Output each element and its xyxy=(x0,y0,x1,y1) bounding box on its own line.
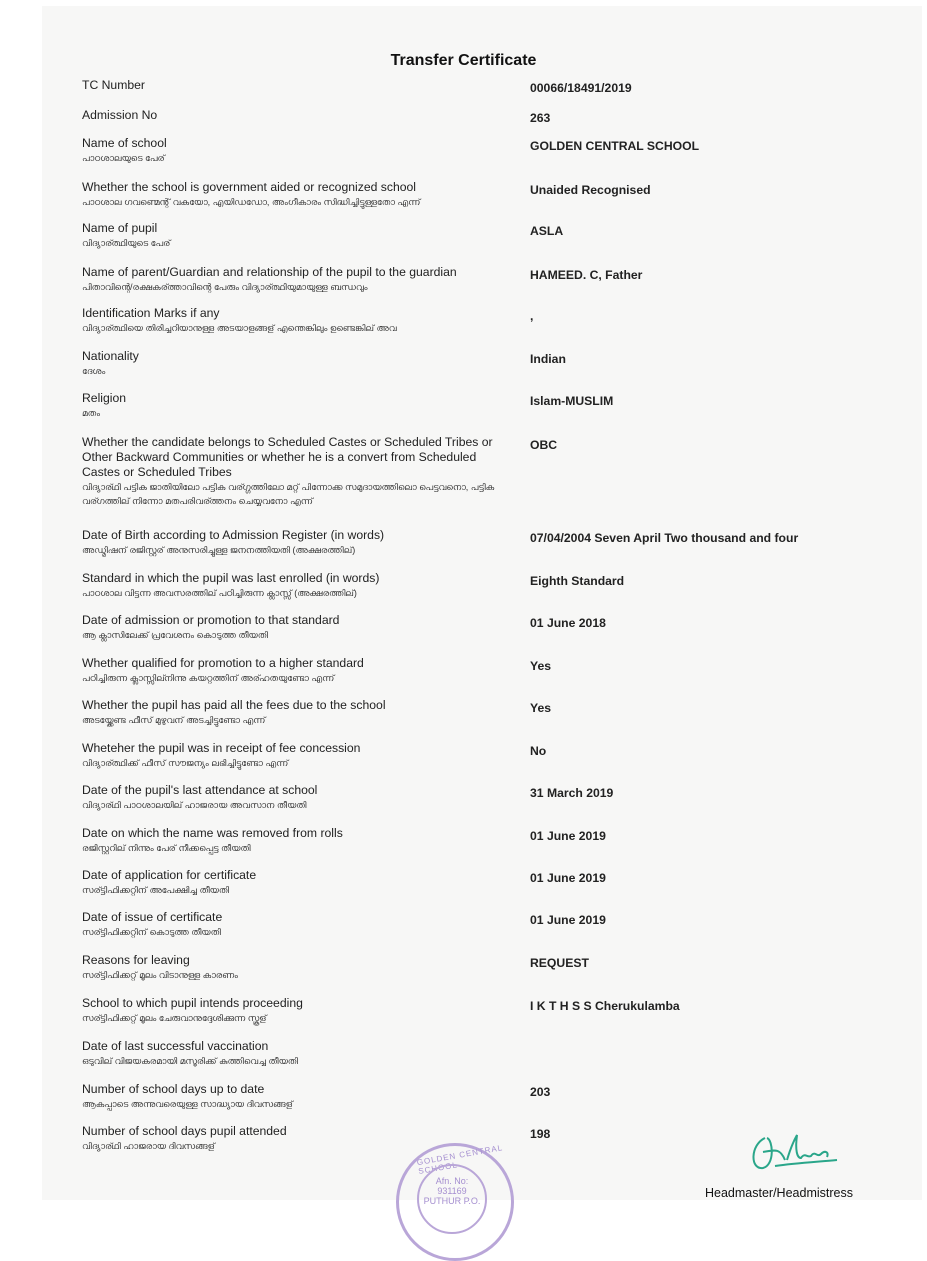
field-value: 198 xyxy=(530,1127,551,1141)
field-value: I K T H S S Cherukulamba xyxy=(530,999,680,1013)
field-row xyxy=(82,180,902,209)
field-label-malayalam: വിദ്യാര്ത്ഥിയുടെ പേര് xyxy=(82,238,171,248)
field-value: 07/04/2004 Seven April Two thousand and four xyxy=(530,531,799,545)
field-label: Date of Birth according to Admission Register (in words) xyxy=(82,528,385,542)
signature xyxy=(745,1130,845,1175)
field-label-malayalam: സര്ട്ടിഫിക്കറ്റ് മൂലം വിടാനുള്ള കാരണം xyxy=(82,970,238,980)
field-label-malayalam: ആകപ്പാടെ അന്നുവരെയുള്ള സാദ്ധ്യായ ദിവസങ്ങള് xyxy=(82,1099,293,1109)
field-label-malayalam: വിദ്യാര്ത്ഥിയെ തിരിച്ചറിയാനുള്ള അടയാളങ്ങള് എന്തെങ്കിലും ഉണ്ടെങ്കില് അവ xyxy=(82,323,397,333)
field-value: Yes xyxy=(530,659,552,673)
signatory-title: Headmaster/Headmistress xyxy=(705,1186,853,1200)
field-row xyxy=(82,656,902,685)
field-value: Indian xyxy=(530,352,566,366)
field-label-malayalam: ദേശം xyxy=(82,366,106,376)
field-label: Name of school xyxy=(82,136,167,150)
field-row xyxy=(82,306,902,335)
field-label-malayalam: വിദ്യാര്ഥി ഹാജരായ ദിവസങ്ങള് xyxy=(82,1141,215,1151)
field-row xyxy=(82,1082,902,1111)
field-label: Admission No xyxy=(82,108,158,122)
field-label: Date of admission or promotion to that standard xyxy=(82,613,340,627)
field-label-malayalam: വിദ്യാര്ഥി പട്ടിക ജാതിയിലോ പട്ടിക വര്ഗ്ഗത്തിലോ മറ്റ് പിന്നോക്ക സമുദായത്തിലൊ പെട്ടവനൊ, പട്ടിക വര്ഗത്തില് നിന്നോ മതപരിവര്ത്തനം ചെയ്യവനോ എന്ന് xyxy=(82,482,495,506)
field-row xyxy=(82,78,902,93)
field-row xyxy=(82,826,902,855)
field-row xyxy=(82,349,902,378)
field-label: Reasons for leaving xyxy=(82,953,190,967)
field-row xyxy=(82,571,902,600)
document-title: Transfer Certificate xyxy=(390,52,537,69)
field-label-malayalam: പാഠശാല ഗവണ്മെന്റ് വകയോ, എയിഡഡോ, അംഗീകാരം സിദ്ധിച്ചിട്ടുള്ളതോ എന്ന് xyxy=(82,197,421,207)
field-label-malayalam: സര്ട്ടിഫിക്കറ്റിന് കൊടുത്ത തീയതി xyxy=(82,927,221,937)
field-label-malayalam: പാഠശാല വിട്ടന്ന അവസരത്തില് പഠിച്ചിരുന്ന ക്ലാസ്സ് (അക്ഷരത്തില്) xyxy=(82,588,357,598)
field-label: Identification Marks if any xyxy=(82,306,220,320)
field-row xyxy=(82,910,902,939)
field-value: 31 March 2019 xyxy=(530,786,614,800)
field-label: Whether qualified for promotion to a higher standard xyxy=(82,656,364,670)
field-row xyxy=(82,953,902,982)
field-value: Unaided Recognised xyxy=(530,183,651,197)
field-value: 01 June 2019 xyxy=(530,829,606,843)
field-value: No xyxy=(530,744,547,758)
field-label: Whether the school is government aided or recognized school xyxy=(82,180,416,194)
field-label: Nationality xyxy=(82,349,139,363)
field-row xyxy=(82,698,902,727)
field-label: Whether the pupil has paid all the fees due to the school xyxy=(82,698,386,712)
school-seal xyxy=(396,1143,514,1261)
field-value: REQUEST xyxy=(530,956,589,970)
seal-ring-text: GOLDEN CENTRAL SCHOOL xyxy=(416,1143,504,1177)
field-row xyxy=(82,613,902,642)
field-value: Eighth Standard xyxy=(530,574,625,588)
field-label-malayalam: പഠിച്ചിരുന്ന ക്ലാസ്സില്നിന്നു കയറ്റത്തിന് അര്ഹതയുണ്ടോ എന്ന് xyxy=(82,673,335,683)
field-value: 01 June 2018 xyxy=(530,616,606,630)
field-label-malayalam: സര്ട്ടിഫിക്കറ്റ് മൂലം ചേരുവാനുദ്ദേശിക്കുന്ന സ്കൂള് xyxy=(82,1013,267,1023)
field-label: Standard in which the pupil was last enrolled (in words) xyxy=(82,571,380,585)
field-row xyxy=(82,435,902,508)
field-label: Date on which the name was removed from rolls xyxy=(82,826,343,840)
field-row xyxy=(82,108,902,123)
field-label: Number of school days pupil attended xyxy=(82,1124,287,1138)
field-label: Religion xyxy=(82,391,127,405)
field-label: TC Number xyxy=(82,78,145,92)
field-value: 01 June 2019 xyxy=(530,871,606,885)
seal-place: PUTHUR P.O. xyxy=(423,1196,481,1206)
field-row xyxy=(82,391,902,420)
field-label: Name of pupil xyxy=(82,221,158,235)
field-row xyxy=(82,221,902,250)
field-value: 00066/18491/2019 xyxy=(530,81,632,95)
field-label: Date of last successful vaccination xyxy=(82,1039,269,1053)
field-label-malayalam: വിദ്യാര്ഥി പാഠശാലയില് ഹാജരായ അവസാന തീയതി xyxy=(82,800,307,810)
field-row xyxy=(82,996,902,1025)
field-row xyxy=(82,528,902,557)
field-row xyxy=(82,868,902,897)
field-value: OBC xyxy=(530,438,558,452)
field-value: ASLA xyxy=(530,224,564,238)
field-label: Whether the candidate belongs to Scheduled Castes or Scheduled Tribes or Other Backward Communities or whether he is a convert from Scheduled Castes or Scheduled Tribes xyxy=(82,435,493,479)
field-row xyxy=(82,265,902,294)
field-label-malayalam: അടയ്ക്കേണ്ട ഫീസ് മുഴുവന് അടച്ചിട്ടുണ്ടോ എന്ന് xyxy=(82,715,266,725)
field-label-malayalam: അഡ്മിഷന് രജിസ്റ്റര് അനുസരിച്ചുള്ള ജനനത്തിയതി (അക്ഷരത്തില്) xyxy=(82,545,356,555)
field-label-malayalam: വിദ്യാര്ത്ഥിക്ക് ഫീസ് സൗജന്യം ലഭിച്ചിട്ടുണ്ടോ എന്ന് xyxy=(82,758,289,768)
field-value: GOLDEN CENTRAL SCHOOL xyxy=(530,139,700,153)
seal-afn-label: Afn. No: xyxy=(435,1176,469,1186)
field-label: Date of the pupil's last attendance at school xyxy=(82,783,318,797)
field-value: 01 June 2019 xyxy=(530,913,606,927)
field-label-malayalam: രജിസ്റ്ററില് നിന്നും പേര് നീക്കപ്പെട്ട തീയതി xyxy=(82,843,251,853)
field-value: Islam-MUSLIM xyxy=(530,394,614,408)
field-label-malayalam: പാഠശാലയുടെ പേര് xyxy=(82,153,165,163)
field-label: Date of application for certificate xyxy=(82,868,257,882)
field-label: Date of issue of certificate xyxy=(82,910,223,924)
field-row xyxy=(82,136,902,165)
seal-afn: 931169 xyxy=(437,1186,467,1196)
field-value: 263 xyxy=(530,111,551,125)
field-value: HAMEED. C, Father xyxy=(530,268,643,282)
field-row xyxy=(82,741,902,770)
field-label: Wheteher the pupil was in receipt of fee concession xyxy=(82,741,361,755)
field-value: , xyxy=(530,309,534,323)
field-row xyxy=(82,783,902,812)
field-label-malayalam: മതം xyxy=(82,408,101,418)
field-label: Name of parent/Guardian and relationship of the pupil to the guardian xyxy=(82,265,457,279)
field-label: School to which pupil intends proceeding xyxy=(82,996,303,1010)
field-label-malayalam: പിതാവിന്റെ/രക്ഷകര്ത്താവിന്റെ പേരും വിദ്യാര്ത്ഥിയുമായുള്ള ബന്ധവും xyxy=(82,282,368,292)
field-row xyxy=(82,1039,902,1068)
field-label: Number of school days up to date xyxy=(82,1082,265,1096)
field-value: Yes xyxy=(530,701,552,715)
field-label-malayalam: ആ ക്ലാസിലേക്ക് പ്രവേശനം കൊടുത്ത തീയതി xyxy=(82,630,268,640)
field-value: 203 xyxy=(530,1085,551,1099)
field-label-malayalam: സര്ട്ടിഫിക്കറ്റിന് അപേക്ഷിച്ച തീയതി xyxy=(82,885,230,895)
field-label-malayalam: ഒടുവില് വിജയകരമായി മസൂരിക്ക് കുത്തിവെച്ച തീയതി xyxy=(82,1056,298,1066)
